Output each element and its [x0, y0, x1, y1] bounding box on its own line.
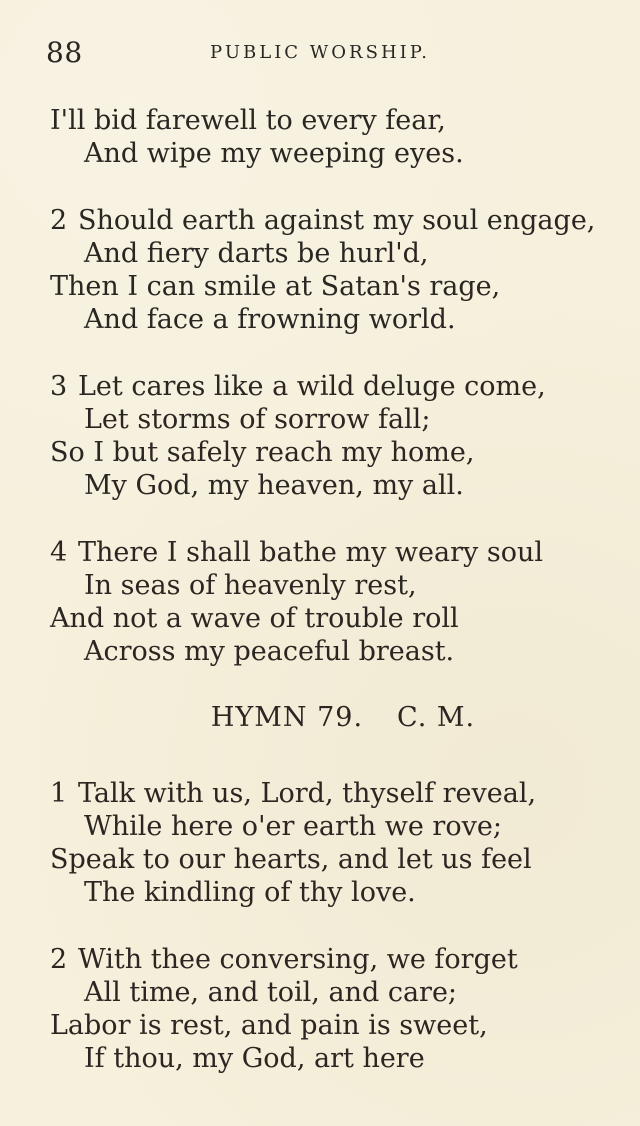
- verse-line: [50, 370, 596, 403]
- hymn-content: [50, 104, 596, 1109]
- verse-line-text: Talk with us, Lord, thyself reveal,: [78, 778, 537, 809]
- verse-line-text: Should earth against my soul engage,: [78, 205, 596, 236]
- verse-line-text: There I shall bathe my weary soul: [78, 537, 543, 568]
- hymn-meter: C. M.: [397, 702, 476, 733]
- verse-line: My God, my heaven, my all.: [84, 470, 464, 501]
- stanza-number: 2: [50, 205, 68, 236]
- verse-line: And wipe my weeping eyes.: [84, 138, 464, 169]
- verse-line-text: Let cares like a wild deluge come,: [78, 371, 546, 402]
- page-header: [46, 36, 594, 76]
- verse-line: In seas of heavenly rest,: [84, 570, 417, 601]
- verse-line-text: With thee conversing, we forget: [78, 944, 518, 975]
- verse-line: And face a frowning world.: [84, 304, 456, 335]
- stanza-1: [50, 777, 596, 909]
- page-number: 88: [46, 36, 83, 69]
- verse-line: Let storms of sorrow fall;: [84, 404, 431, 435]
- stanza-2-hymn-79: [50, 943, 596, 1075]
- verse-line: And fiery darts be hurl'd,: [84, 238, 429, 269]
- verse-line: While here o'er earth we rove;: [84, 811, 502, 842]
- verse-line: Then I can smile at Satan's rage,: [50, 271, 501, 302]
- verse-line: All time, and toil, and care;: [84, 977, 458, 1008]
- verse-line: Speak to our hearts, and let us feel: [50, 844, 532, 875]
- stanza-2: [50, 204, 596, 336]
- verse-line: [50, 204, 596, 237]
- stanza-continuation: [50, 104, 596, 170]
- stanza-number: 4: [50, 537, 68, 568]
- hymn-heading: [90, 702, 596, 733]
- verse-line: [50, 943, 596, 976]
- stanza-number: 3: [50, 371, 68, 402]
- verse-line: [50, 777, 596, 810]
- stanza-number: 2: [50, 944, 68, 975]
- stanza-number: 1: [50, 778, 68, 809]
- verse-line: Across my peaceful breast.: [84, 636, 455, 667]
- verse-line: The kindling of thy love.: [84, 877, 416, 908]
- verse-line: I'll bid farewell to every fear,: [50, 105, 446, 136]
- verse-line: And not a wave of trouble roll: [50, 603, 459, 634]
- hymn-title: HYMN 79.: [210, 702, 364, 733]
- verse-line: Labor is rest, and pain is sweet,: [50, 1010, 488, 1041]
- verse-line: If thou, my God, art here: [84, 1043, 425, 1074]
- stanza-4: [50, 536, 596, 668]
- running-head: PUBLIC WORSHIP.: [210, 42, 430, 63]
- verse-line: [50, 536, 596, 569]
- verse-line: So I but safely reach my home,: [50, 437, 475, 468]
- stanza-3: [50, 370, 596, 502]
